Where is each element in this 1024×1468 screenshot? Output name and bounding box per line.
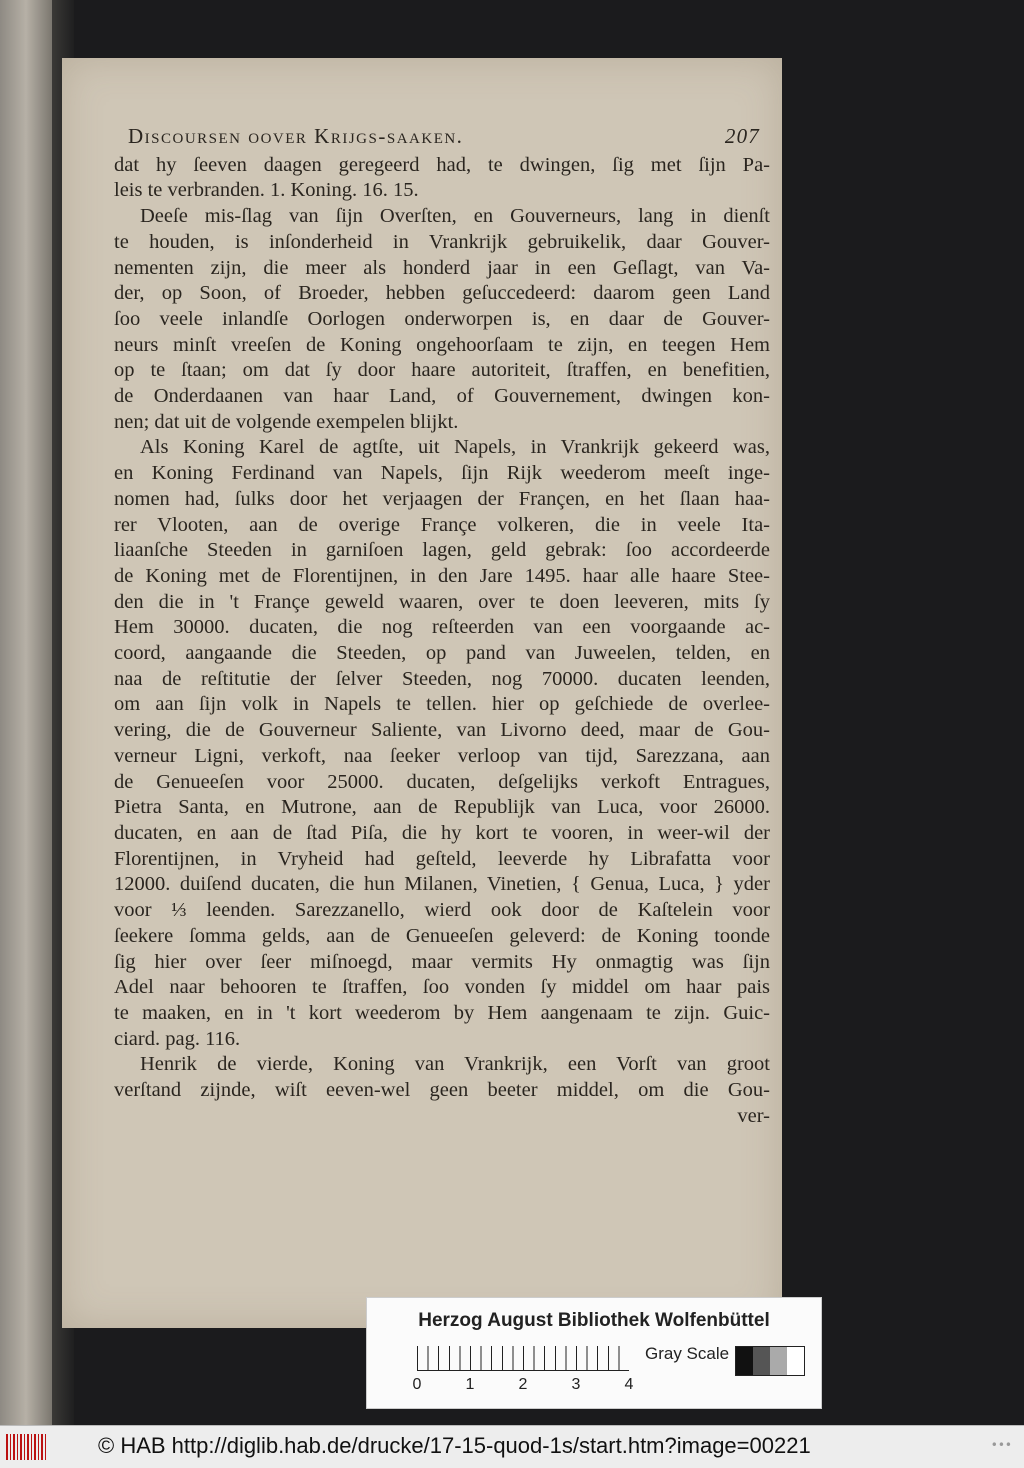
text-line: ſig hier over ſeer miſnoegd, maar vermits Hy onmagtig was ſijn — [114, 950, 770, 973]
scale-ruler — [417, 1346, 629, 1371]
text-line: ciard. pag. 116. — [114, 1027, 241, 1050]
ruler-labels — [411, 1376, 651, 1396]
text-line: den die in 't Françe geweld waaren, over te doen leeveren, mits ſy — [114, 590, 770, 613]
gray-swatch — [736, 1347, 753, 1375]
text-line: ſeekere ſomma gelds, aan de Genueeſen geleverd: de Koning toonde — [114, 924, 770, 947]
text-line: Adel naar behooren te ſtraffen, ſoo vonden ſy middel om haar pais — [114, 976, 770, 999]
gray-scale-swatches — [735, 1346, 805, 1376]
text-line: nementen zijn, die meer als honderd jaar in een Geſlagt, van Va- — [114, 256, 770, 279]
text-line: Deeſe mis-ſlag van ſijn Overſten, en Gouverneurs, lang in dienſt — [140, 205, 770, 228]
text-line: ducaten, en aan de ſtad Piſa, die hy kort te vooren, in weer-wil der — [114, 821, 770, 844]
ruler-label: 1 — [465, 1376, 475, 1393]
page-text — [114, 124, 770, 1129]
text-line: ver- — [737, 1104, 770, 1127]
ruler-label: 0 — [412, 1376, 422, 1393]
text-line: naa de reſtitutie der ſelver Steeden, nog 70000. ducaten leenden, — [114, 667, 770, 690]
text-line: liaanſche Steeden in garniſoen lagen, geld gebrak: ſoo accordeerde — [114, 539, 770, 562]
text-line: te houden, is inſonderheid in Vrankrijk gebruikelik, daar Gouver- — [114, 230, 770, 253]
text-line: verſtand zijnde, wiſt eeven-wel geen beeter middel, om die Gou- — [114, 1079, 770, 1102]
text-line: leis te verbranden. 1. Koning. 16. 15. — [114, 179, 419, 202]
running-header — [114, 124, 770, 151]
text-line: Hem 30000. ducaten, die nog reſteerden van een voorgaande ac- — [114, 616, 770, 639]
gray-swatch — [770, 1347, 787, 1375]
text-line: Pietra Santa, en Mutrone, aan de Republijk van Luca, voor 26000. — [114, 796, 770, 819]
text-line: op te ſtaan; om dat ſy door haare autoriteit, ſtraffen, en benefitien, — [114, 359, 770, 382]
text-line: Henrik de vierde, Koning van Vrankrijk, een Vorſt van groot — [140, 1053, 770, 1076]
color-target — [366, 1297, 822, 1409]
text-line: verneur Ligni, verkoft, naa ſeeker verloop van tijd, Sarezzana, aan — [114, 744, 770, 767]
footer-url[interactable]: © HAB http://diglib.hab.de/drucke/17-15-quod-1s/start.htm?image=00221 — [98, 1433, 811, 1458]
text-line: de Genueeſen voor 25000. ducaten, deſgelijks verkoft Entragues, — [114, 770, 770, 793]
text-line: ſoo veele inlandſe Oorlogen onderworpen is, en daar de Gouver- — [114, 307, 770, 330]
page-number: 207 — [724, 124, 760, 148]
text-line: en Koning Ferdinand van Napels, ſijn Rijk weederom meeſt inge- — [114, 462, 770, 485]
body-text — [114, 153, 770, 1130]
text-line: dat hy ſeeven daagen geregeerd had, te dwingen, ſig met ſijn Pa- — [114, 153, 770, 176]
text-line: de Koning met de Florentijnen, in den Jare 1495. haar alle haare Stee- — [114, 564, 770, 587]
book-page — [62, 58, 782, 1328]
running-title: Discoursen oover Krijgs-saaken. — [128, 124, 464, 148]
ruler-label: 3 — [571, 1376, 581, 1393]
previous-page-edge — [0, 0, 52, 1425]
text-line: coord, aangaande die Steeden, op pand van Juweelen, telden, en — [114, 642, 770, 665]
more-icon[interactable]: ••• — [990, 1438, 1012, 1452]
hab-logo-icon[interactable] — [6, 1434, 46, 1460]
text-line: te maaken, en in 't kort weederom by Hem aangenaam te zijn. Guic- — [114, 1001, 770, 1024]
text-line: Florentijnen, in Vryheid had geſteld, leeverde hy Librafatta voor — [114, 847, 770, 870]
text-line: Als Koning Karel de agtſte, uit Napels, in Vrankrijk gekeerd was, — [140, 436, 770, 459]
ruler-label: 2 — [518, 1376, 528, 1393]
ruler-label: 4 — [624, 1376, 634, 1393]
text-line: neurs minſt vreeſen de Koning ongehoorſaam te zijn, en teegen Hem — [114, 333, 770, 356]
text-line: 12000. duiſend ducaten, die hun Milanen, Vinetien, { Genua, Luca, } yder — [114, 873, 770, 896]
text-line: voor ⅓ leenden. Sarezzanello, wierd ook door de Kaſtelein voor — [114, 899, 770, 922]
text-line: nomen had, ſulks door het verjaagen der Françen, en het ſlaan haa- — [114, 487, 770, 510]
footer-bar — [0, 1425, 1024, 1468]
text-line: vering, die de Gouverneur Saliente, van Livorno deed, maar de Gou- — [114, 719, 770, 742]
text-line: der, op Soon, of Broeder, hebben geſuccedeerd: daarom geen Land — [114, 282, 770, 305]
gray-swatch — [787, 1347, 804, 1375]
text-line: om aan ſijn volk in Napels te tellen. hier op geſchiede de overlee- — [114, 693, 770, 716]
text-line: rer Vlooten, aan de overige Françe volkeren, die in veele Ita- — [114, 513, 770, 536]
target-title: Herzog August Bibliothek Wolfenbüttel — [418, 1310, 770, 1331]
gray-scale-label: Gray Scale — [645, 1344, 730, 1363]
text-line: de Onderdaanen van haar Land, of Gouvernement, dwingen kon- — [114, 385, 770, 408]
gray-swatch — [753, 1347, 770, 1375]
text-line: nen; dat uit de volgende exempelen blijkt. — [114, 410, 459, 433]
